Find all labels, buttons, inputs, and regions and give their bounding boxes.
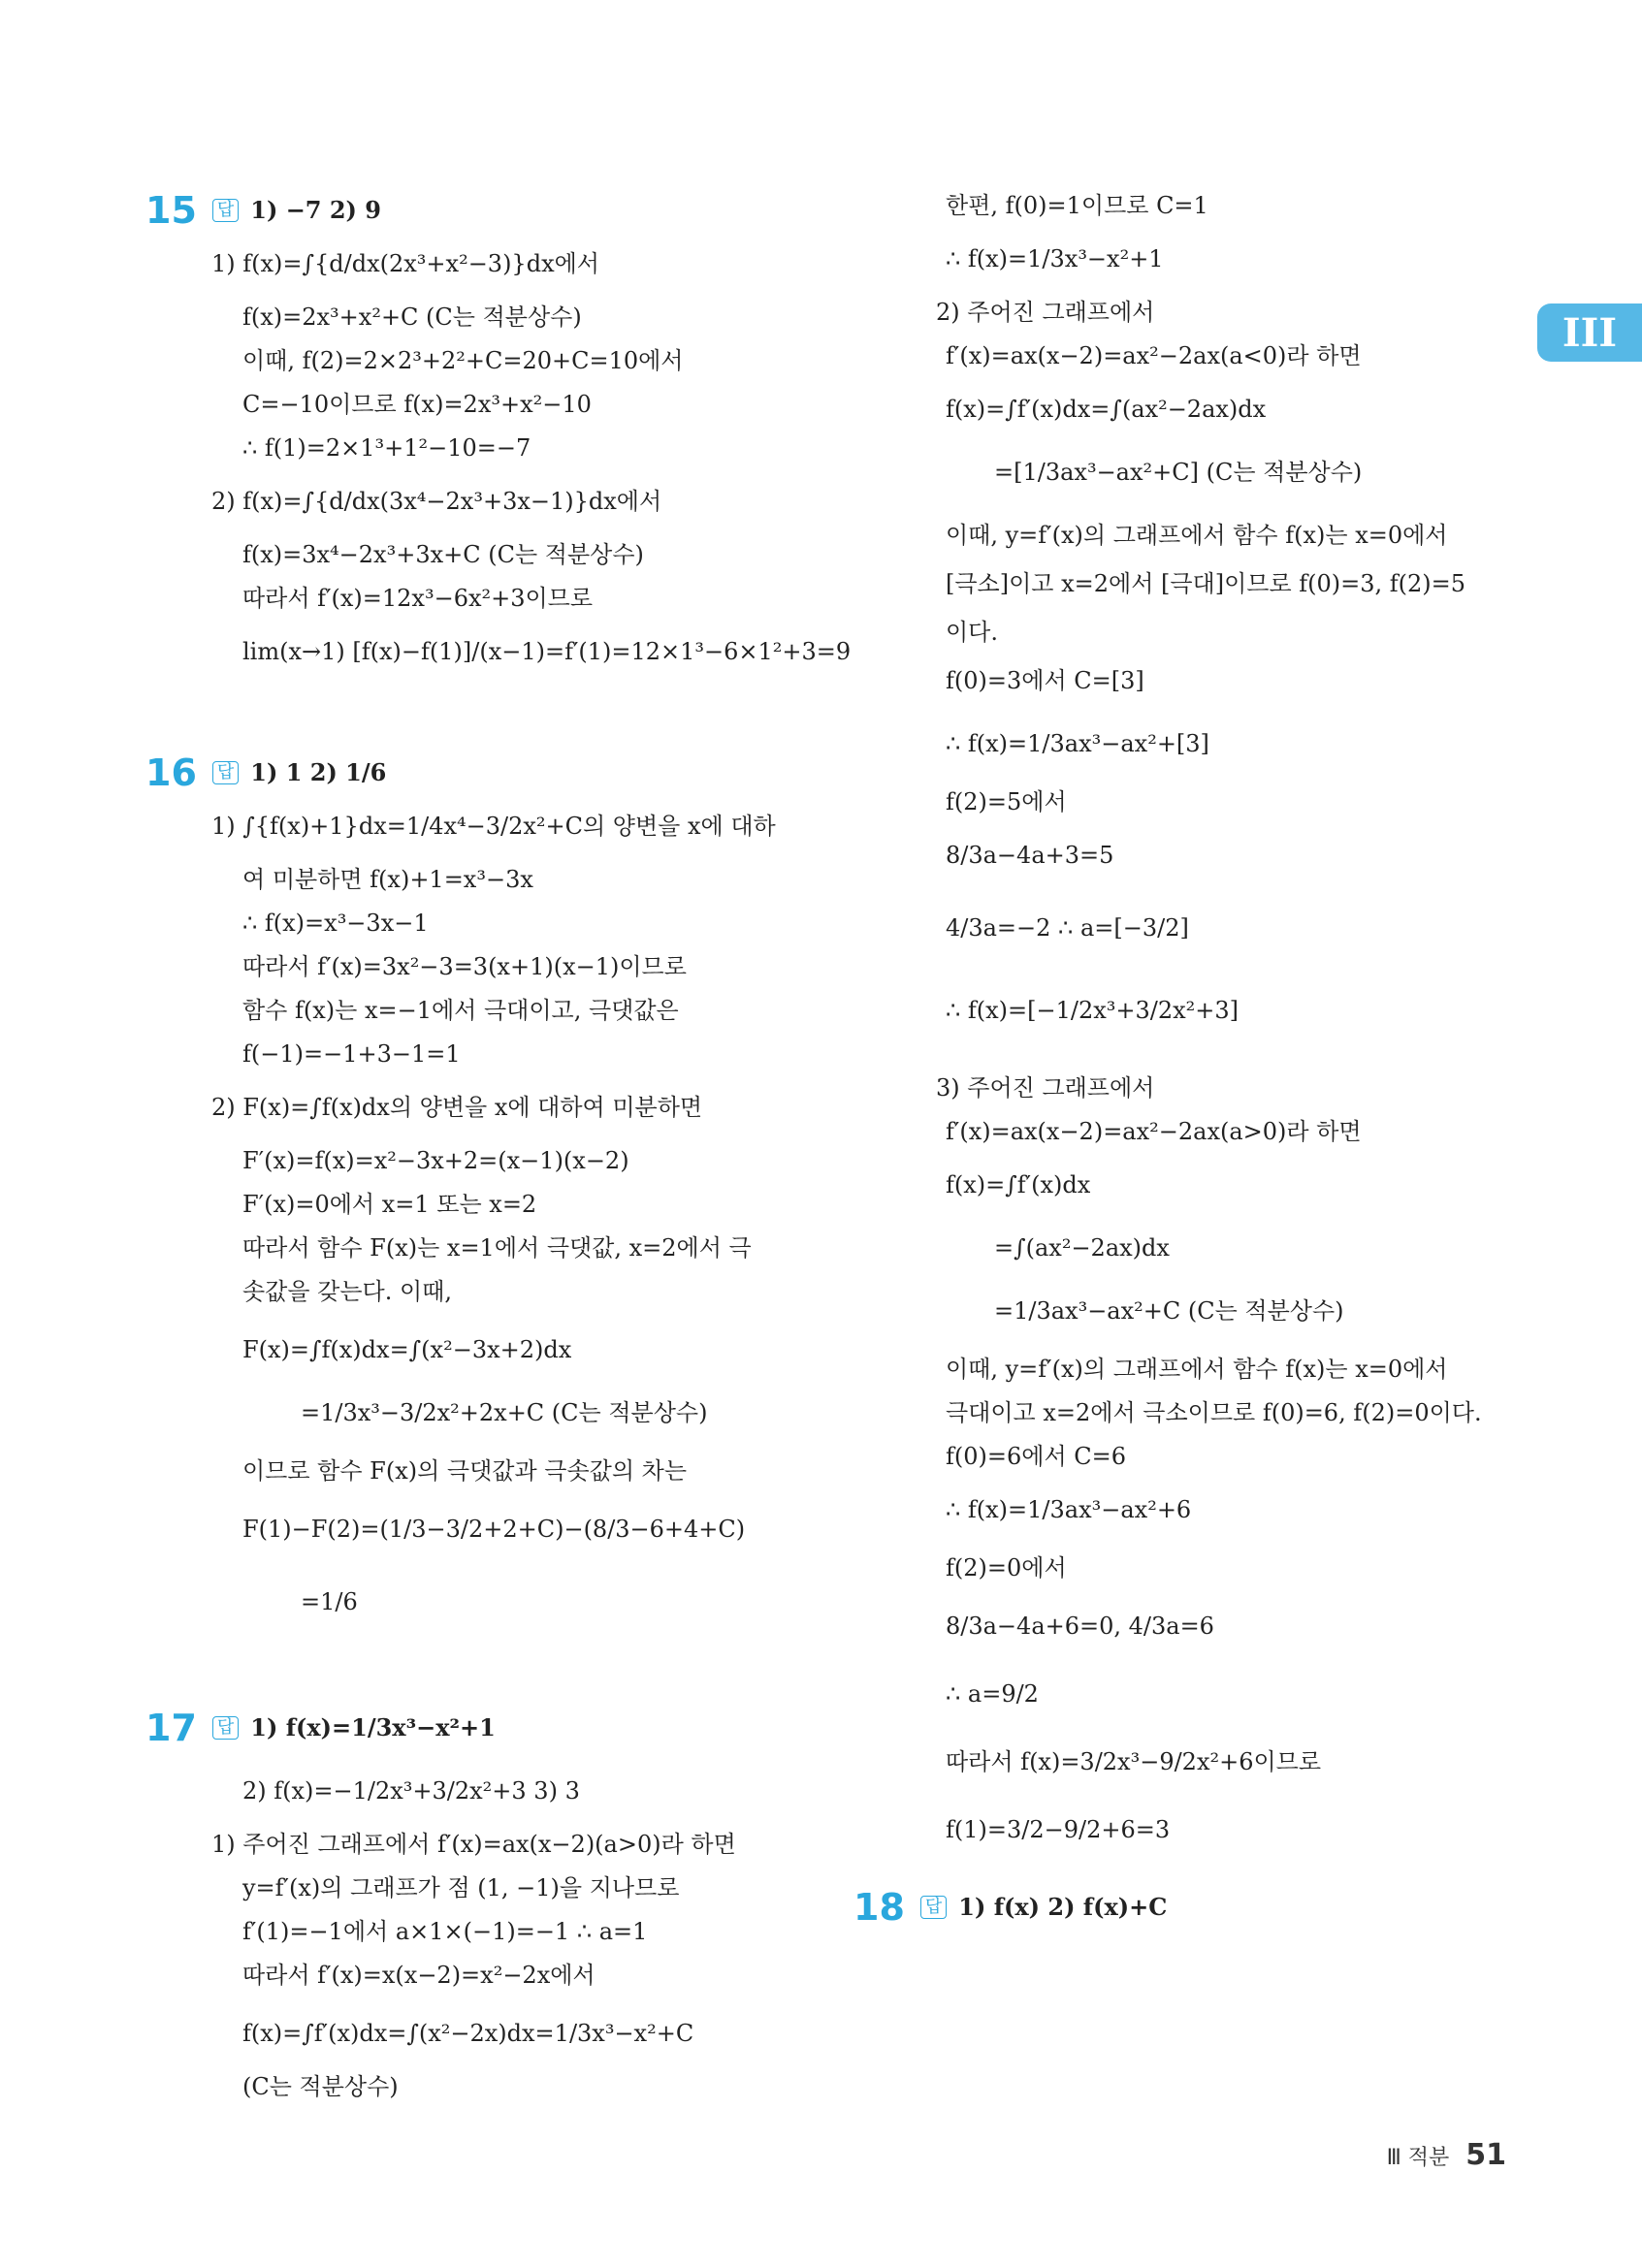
solution-line: ∴ f(1)=2×1³+1²−10=−7 — [242, 434, 531, 462]
solution-line: f(1)=3/2−9/2+6=3 — [946, 1816, 1171, 1843]
solution-line: F′(x)=0에서 x=1 또는 x=2 — [242, 1191, 537, 1218]
solution-line: 8/3a−4a+6=0, 4/3a=6 — [946, 1613, 1214, 1640]
solution-line: 솟값을 갖는다. 이때, — [242, 1278, 452, 1305]
solution-line: 극대이고 x=2에서 극소이므로 f(0)=6, f(2)=0이다. — [946, 1399, 1482, 1426]
solution-line: f(x)=2x³+x²+C (C는 적분상수) — [242, 303, 582, 331]
solution-line: =[1/3ax³−ax²+C] (C는 적분상수) — [994, 459, 1363, 486]
solution-line: 따라서 f′(x)=3x²−3=3(x+1)(x−1)이므로 — [242, 953, 687, 980]
solution-line: 이때, y=f′(x)의 그래프에서 함수 f(x)는 x=0에서 — [946, 1356, 1448, 1383]
solution-line: 이므로 함수 F(x)의 극댓값과 극솟값의 차는 — [242, 1457, 688, 1485]
solution-line: 3) 주어진 그래프에서 — [936, 1074, 1155, 1102]
answer-label-badge: 답 — [212, 1716, 239, 1740]
solution-line: 4/3a=−2 ∴ a=[−3/2] — [946, 914, 1189, 942]
answer-label-badge: 답 — [920, 1896, 947, 1919]
page-footer — [1387, 2138, 1506, 2172]
solution-line: f(x)=∫f′(x)dx=∫(x²−2x)dx=1/3x³−x²+C — [242, 2020, 694, 2047]
question-number: 17 — [145, 1707, 197, 1749]
solution-line: 2) F(x)=∫f(x)dx의 양변을 x에 대하여 미분하면 — [211, 1094, 703, 1121]
solution-line: ∴ f(x)=1/3ax³−ax²+[3] — [946, 730, 1209, 757]
question-header — [145, 189, 381, 232]
solution-line: F′(x)=f(x)=x²−3x+2=(x−1)(x−2) — [242, 1147, 629, 1174]
answer-label-badge: 답 — [212, 199, 239, 222]
solution-line: =1/6 — [301, 1588, 358, 1615]
solution-line: F(1)−F(2)=(1/3−3/2+2+C)−(8/3−6+4+C) — [242, 1516, 746, 1543]
answer-text: 1) f(x)=1/3x³−x²+1 — [250, 1713, 496, 1741]
solution-line: 이때, f(2)=2×2³+2²+C=20+C=10에서 — [242, 347, 684, 374]
solution-line: 따라서 함수 F(x)는 x=1에서 극댓값, x=2에서 극 — [242, 1234, 752, 1262]
solution-line: 함수 f(x)는 x=−1에서 극대이고, 극댓값은 — [242, 997, 679, 1024]
solution-line: =∫(ax²−2ax)dx — [994, 1234, 1170, 1262]
solution-line: f(x)=∫f′(x)dx — [946, 1171, 1091, 1198]
solution-line: f′(x)=ax(x−2)=ax²−2ax(a>0)라 하면 — [946, 1118, 1362, 1145]
answer-text: 1) −7 2) 9 — [250, 196, 381, 224]
question-header — [145, 1707, 496, 1749]
solution-line: 8/3a−4a+3=5 — [946, 842, 1114, 869]
question-header — [853, 1886, 1168, 1929]
solution-line: 따라서 f′(x)=12x³−6x²+3이므로 — [242, 585, 594, 612]
solution-line: =1/3ax³−ax²+C (C는 적분상수) — [994, 1297, 1344, 1325]
solution-line: f(0)=6에서 C=6 — [946, 1443, 1126, 1470]
answer-text: 1) f(x) 2) f(x)+C — [958, 1893, 1168, 1921]
solution-line: ∴ f(x)=1/3ax³−ax²+6 — [946, 1496, 1192, 1523]
solution-line: f′(x)=ax(x−2)=ax²−2ax(a<0)라 하면 — [946, 342, 1362, 369]
solution-line: (C는 적분상수) — [242, 2073, 399, 2100]
page-number: 51 — [1465, 2138, 1506, 2172]
solution-line: ∴ f(x)=[−1/2x³+3/2x²+3] — [946, 997, 1240, 1024]
answer-text: 1) 1 2) 1/6 — [250, 758, 387, 786]
solution-line: y=f′(x)의 그래프가 점 (1, −1)을 지나므로 — [242, 1874, 680, 1901]
solution-line: 이때, y=f′(x)의 그래프에서 함수 f(x)는 x=0에서 — [946, 522, 1448, 549]
solution-line: 한편, f(0)=1이므로 C=1 — [946, 192, 1208, 219]
question-number: 18 — [853, 1886, 905, 1929]
solution-line: ∴ a=9/2 — [946, 1680, 1039, 1708]
footer-section: Ⅲ 적분 — [1386, 2146, 1450, 2170]
solution-line: f′(1)=−1에서 a×1×(−1)=−1 ∴ a=1 — [242, 1918, 648, 1945]
solution-line: 1) 주어진 그래프에서 f′(x)=ax(x−2)(a>0)라 하면 — [211, 1831, 736, 1858]
chapter-tab: III — [1537, 303, 1642, 362]
question-number: 16 — [145, 751, 197, 794]
question-number: 15 — [145, 189, 197, 232]
solution-line: f(2)=0에서 — [946, 1554, 1067, 1581]
question-header — [145, 751, 387, 794]
solution-line: 따라서 f(x)=3/2x³−9/2x²+6이므로 — [946, 1748, 1322, 1775]
solution-line: [극소]이고 x=2에서 [극대]이므로 f(0)=3, f(2)=5 — [946, 570, 1466, 597]
solution-line: =1/3x³−3/2x²+2x+C (C는 적분상수) — [301, 1399, 708, 1426]
solution-line: 따라서 f′(x)=x(x−2)=x²−2x에서 — [242, 1962, 596, 1989]
solution-line: 이다. — [946, 619, 998, 646]
solution-line: f(x)=3x⁴−2x³+3x+C (C는 적분상수) — [242, 541, 644, 568]
solution-line: 1) f(x)=∫{d/dx(2x³+x²−3)}dx에서 — [211, 250, 599, 277]
solution-line: f(x)=∫f′(x)dx=∫(ax²−2ax)dx — [946, 396, 1267, 423]
solution-line: ∴ f(x)=1/3x³−x²+1 — [946, 245, 1164, 272]
solution-line: lim(x→1) [f(x)−f(1)]/(x−1)=f′(1)=12×1³−6×1²+3=9 — [242, 638, 852, 665]
solution-line: f(0)=3에서 C=[3] — [946, 667, 1144, 694]
solution-line: 2) f(x)=−1/2x³+3/2x²+3 3) 3 — [242, 1777, 580, 1805]
solution-line: f(−1)=−1+3−1=1 — [242, 1040, 461, 1068]
solution-line: F(x)=∫f(x)dx=∫(x²−3x+2)dx — [242, 1336, 572, 1363]
solution-line: ∴ f(x)=x³−3x−1 — [242, 910, 429, 937]
solution-line: 2) 주어진 그래프에서 — [936, 299, 1155, 326]
solution-line: 여 미분하면 f(x)+1=x³−3x — [242, 866, 533, 893]
solution-line: f(2)=5에서 — [946, 788, 1067, 815]
solution-line: 2) f(x)=∫{d/dx(3x⁴−2x³+3x−1)}dx에서 — [211, 488, 662, 515]
solution-line: C=−10이므로 f(x)=2x³+x²−10 — [242, 391, 592, 418]
solution-line: 1) ∫{f(x)+1}dx=1/4x⁴−3/2x²+C의 양변을 x에 대하 — [211, 813, 776, 840]
answer-label-badge: 답 — [212, 761, 239, 784]
